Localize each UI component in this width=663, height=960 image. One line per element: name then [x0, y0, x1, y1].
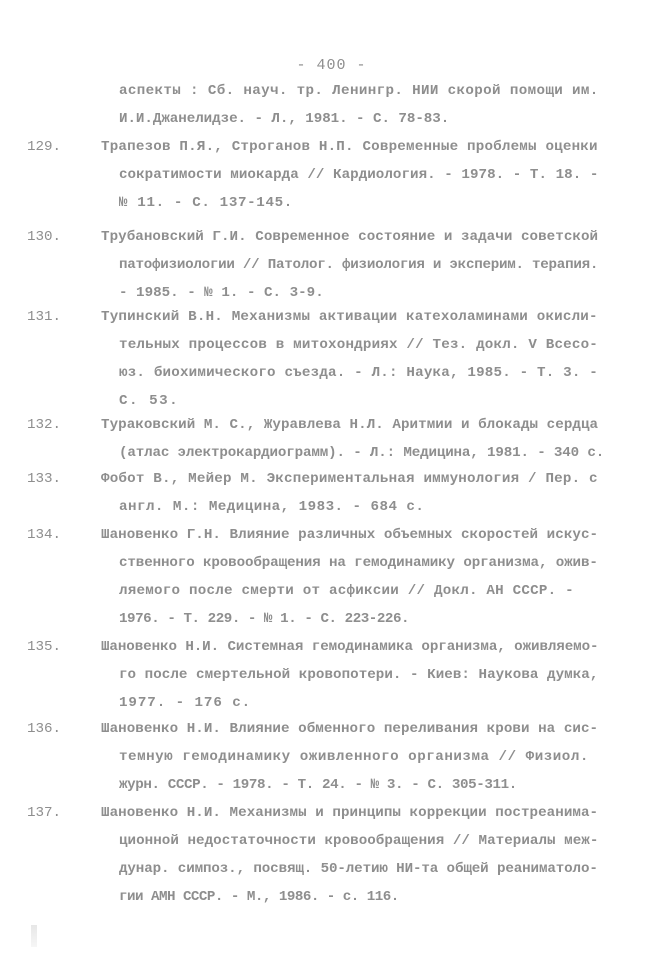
entry-line: Тупинский В.Н. Механизмы активации катехоламинами окисли- [101, 309, 598, 325]
entry-line: гии АМН СССР. - М., 1986. - с. 116. [119, 889, 399, 905]
entry-number: 136. [27, 721, 62, 737]
entry-number: 137. [27, 805, 62, 821]
entry-line: Шановенко Н.И. Системная гемодинамика организма, оживляемо- [101, 639, 599, 655]
entry-line: - 1985. - № 1. - С. 3-9. [119, 285, 324, 301]
entry-line: 1976. - Т. 229. - № 1. - С. 223-226. [119, 611, 410, 627]
entry-line: ственного кровообращения на гемодинамику организма, ожив- [119, 555, 598, 571]
entry-line: патофизиологии // Патолог. физиология и эксперим. терапия. [119, 257, 599, 273]
entry-line: И.И.Джанелидзе. - Л., 1981. - С. 78-83. [119, 111, 450, 127]
entry-line: Трапезов П.Я., Строганов Н.П. Современные проблемы оценки [101, 139, 598, 155]
entry-line: темную гемодинамику оживленного организма // Физиол. [119, 749, 589, 765]
entry-line: Шановенко Г.Н. Влияние различных объемных скоростей искус- [101, 527, 599, 543]
entry-number: 129. [27, 139, 62, 155]
entry-line: ционной недостаточности кровообращения // Материалы меж- [119, 833, 599, 849]
entry-line: С. 53. [119, 393, 180, 409]
entry-line: го после смертельной кровопотери. - Киев: Наукова думка, [119, 667, 599, 683]
entry-line: Шановенко Н.И. Механизмы и принципы коррекции постреанима- [101, 805, 599, 821]
entry-line: аспекты : Сб. науч. тр. Ленингр. НИИ скорой помощи им. [119, 83, 599, 99]
entry-number: 133. [27, 471, 62, 487]
entry-number: 132. [27, 417, 62, 433]
entry-number: 134. [27, 527, 62, 543]
entry-line: тельных процессов в митохондриях // Тез. докл. V Всесо- [119, 337, 599, 353]
entry-number: 130. [27, 229, 62, 245]
scan-artifact [31, 925, 37, 947]
entry-line: журн. СССР. - 1978. - Т. 24. - № 3. - С. 305-311. [119, 777, 517, 793]
entry-line: Тураковский М. С., Журавлева Н.Л. Аритмии и блокады сердца [101, 417, 599, 433]
entry-line: 1977. - 176 с. [119, 695, 252, 711]
entry-number: 135. [27, 639, 62, 655]
entry-line: Шановенко Н.И. Влияние обменного переливания крови на сис- [101, 721, 599, 737]
entry-line: Трубановский Г.И. Современное состояние и задачи советской [101, 229, 599, 245]
entry-line: Фобот В., Мейер М. Экспериментальная иммунология / Пер. с [101, 471, 598, 487]
entry-line: дунар. симпоз., посвящ. 50-летию НИ-та общей реаниматоло- [119, 861, 598, 877]
entry-line: юз. биохимического съезда. - Л.: Наука, 1985. - Т. 3. - [119, 365, 599, 381]
page-number: - 400 - [296, 57, 367, 74]
entry-line: ляемого после смерти от асфиксии // Докл. АН СССР. - [119, 583, 574, 599]
entry-number: 131. [27, 309, 62, 325]
entry-line: англ. М.: Медицина, 1983. - 684 с. [119, 499, 425, 515]
entry-line: (атлас электрокардиограмм). - Л.: Медицина, 1981. - 340 с. [119, 445, 605, 461]
entry-line: сократимости миокарда // Кардиология. - 1978. - Т. 18. - [119, 167, 599, 183]
entry-line: № 11. - С. 137-145. [119, 195, 293, 211]
